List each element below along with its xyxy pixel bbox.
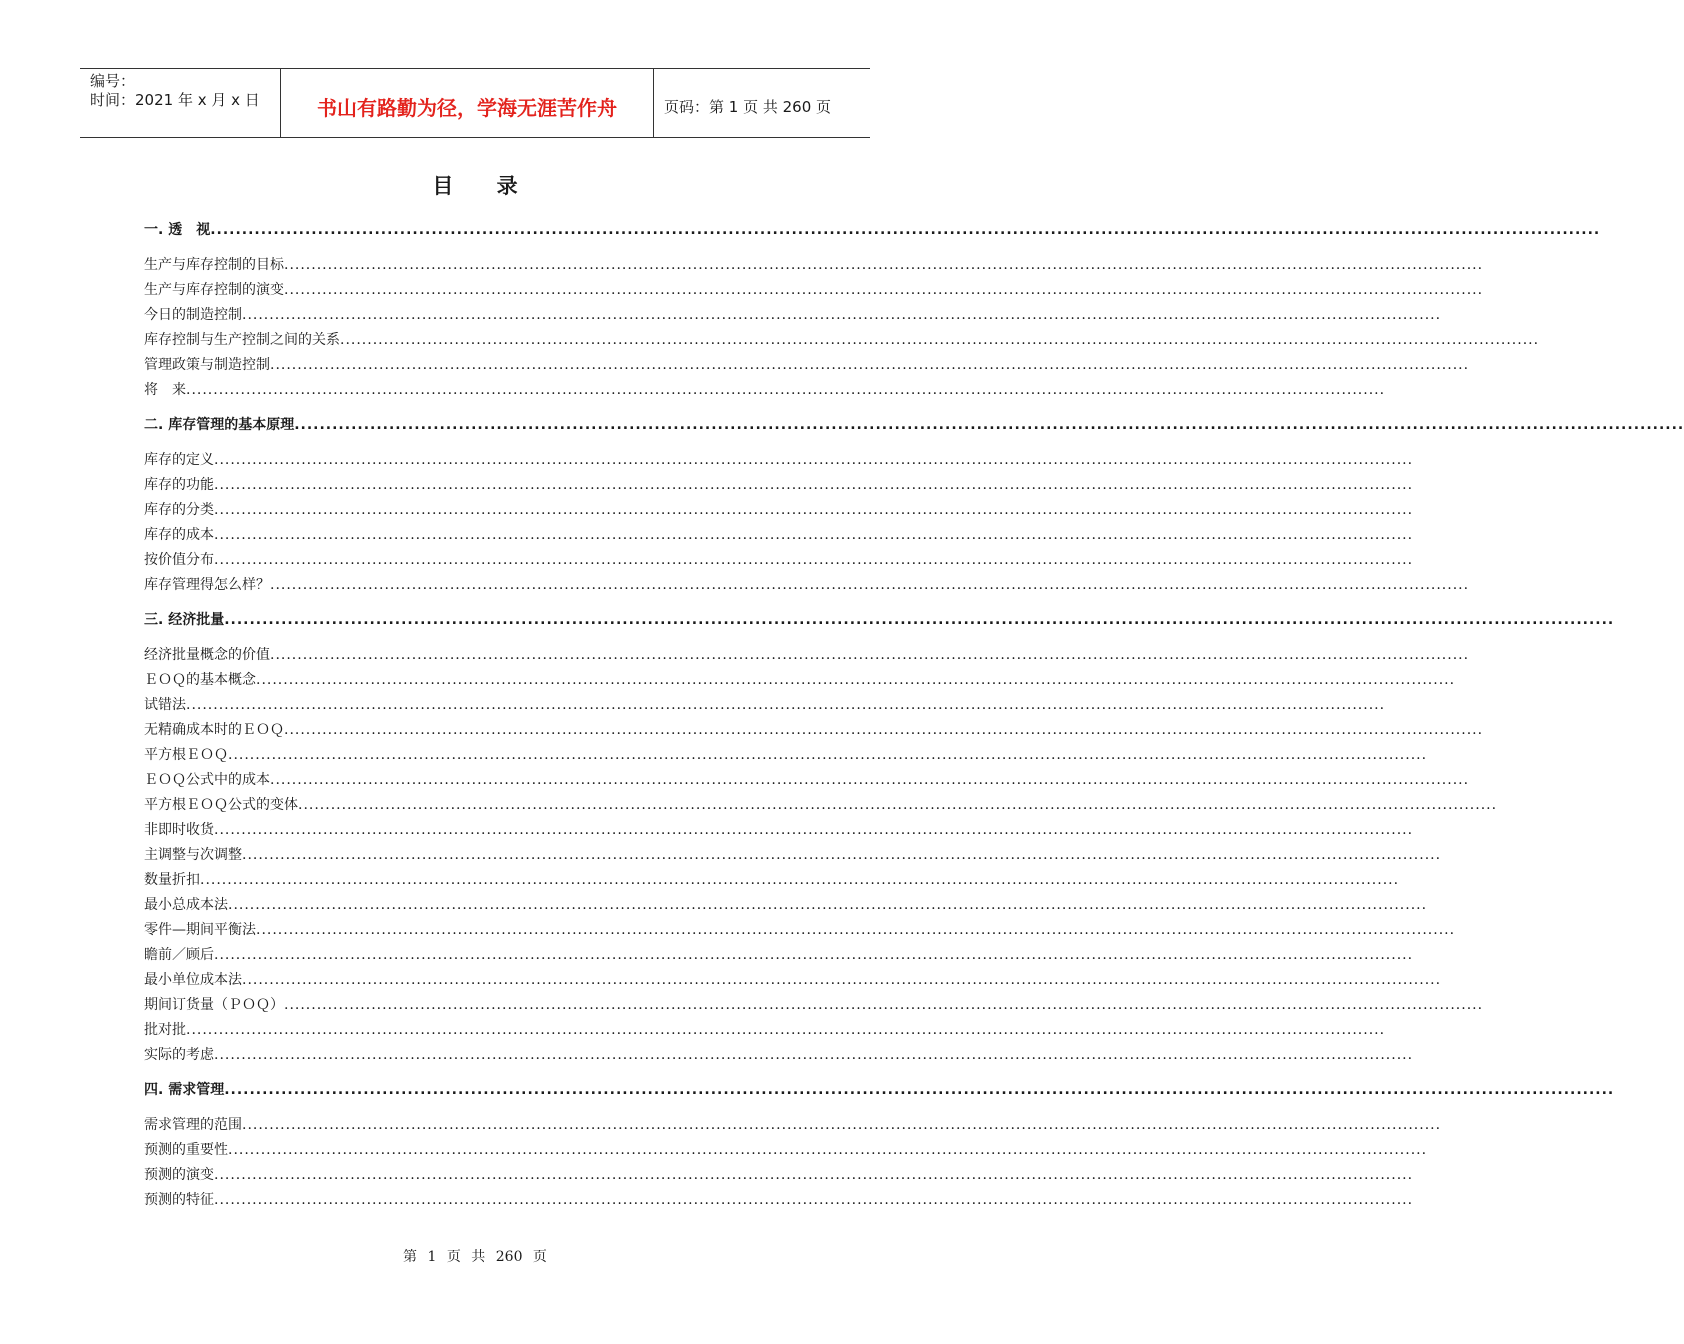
toc-entry[interactable]: [144, 768, 1470, 793]
toc-entry-title: 预测的演变: [144, 1167, 214, 1183]
toc-entry[interactable]: [144, 643, 1470, 668]
toc-entry[interactable]: [144, 378, 1386, 403]
dot-leader: ............................................................................................................................................................................................................................: [228, 897, 1428, 913]
dot-leader: ............................................................................................................................................................................................................................: [186, 1022, 1386, 1038]
dot-leader: ............................................................................................................................................................................................................................: [270, 357, 1470, 373]
toc-entry-title: 平方根ＥＯＱ公式的变体: [144, 797, 298, 813]
toc-entry[interactable]: [144, 868, 1400, 893]
toc-section-heading[interactable]: [144, 413, 1684, 438]
toc-entry[interactable]: [144, 1188, 1414, 1213]
dot-leader: ............................................................................................................................................................................................................................: [284, 997, 1484, 1013]
toc-entry-title: 无精确成本时的ＥＯＱ: [144, 722, 284, 738]
document-header: [80, 68, 870, 138]
toc-entry[interactable]: [144, 328, 1540, 353]
toc-entry-title: 按价值分布: [144, 552, 214, 568]
dot-leader: ............................................................................................................................................................................................................................: [284, 722, 1484, 738]
dot-leader: ............................................................................................................................................................................................................................: [214, 947, 1414, 963]
toc-entry-title: 生产与库存控制的演变: [144, 282, 284, 298]
dot-leader: ............................................................................................................................................................................................................................: [214, 452, 1414, 468]
number-label: 编号：: [90, 72, 136, 90]
dot-leader: ............................................................................................................................................................................................................................: [298, 797, 1498, 813]
table-of-contents: [144, 218, 1684, 1223]
dot-leader: ............................................................................................................................................................................................................................: [214, 552, 1414, 568]
dot-leader: ............................................................................................................................................................................................................................: [242, 307, 1442, 323]
toc-entry-title: 库存的功能: [144, 477, 214, 493]
toc-entry-title: 生产与库存控制的目标: [144, 257, 284, 273]
dot-leader: ............................................................................................................................................................................................................................: [284, 257, 1484, 273]
toc-entry-title: 管理政策与制造控制: [144, 357, 270, 373]
dot-leader: ............................................................................................................................................................................................................................: [242, 1117, 1442, 1133]
toc-entry[interactable]: [144, 473, 1414, 498]
toc-section-heading[interactable]: [144, 608, 1615, 633]
toc-entry[interactable]: [144, 943, 1414, 968]
toc-entry-title: 数量折扣: [144, 872, 200, 888]
toc-entry[interactable]: [144, 303, 1442, 328]
toc-entry[interactable]: [144, 523, 1414, 548]
dot-leader: ............................................................................................................................................................................................................................: [256, 672, 1456, 688]
toc-entry-title: 非即时收货: [144, 822, 214, 838]
toc-entry-title: ＥＯＱ公式中的成本: [144, 772, 270, 788]
toc-entry[interactable]: [144, 1018, 1386, 1043]
toc-entry-title: 预测的重要性: [144, 1142, 228, 1158]
toc-entry-title: 最小总成本法: [144, 897, 228, 913]
dot-leader: ............................................................................................................................................................................................................................: [200, 872, 1400, 888]
page-title: 目 录: [432, 173, 536, 198]
dot-leader: ............................................................................................................................................................................................................................: [210, 222, 1601, 238]
page-footer: 第 1 页 共 260 页: [403, 1249, 547, 1265]
toc-entry[interactable]: [144, 1138, 1428, 1163]
toc-entry[interactable]: [144, 793, 1498, 818]
toc-entry[interactable]: [144, 818, 1414, 843]
toc-section-title: 一. 透 视: [144, 222, 211, 238]
dot-leader: ............................................................................................................................................................................................................................: [214, 822, 1414, 838]
toc-section-heading[interactable]: [144, 1078, 1615, 1103]
dot-leader: ............................................................................................................................................................................................................................: [214, 1167, 1414, 1183]
toc-entry[interactable]: [144, 1043, 1414, 1068]
toc-section-heading[interactable]: [144, 218, 1601, 243]
dot-leader: ............................................................................................................................................................................................................................: [284, 282, 1484, 298]
toc-entry-title: 需求管理的范围: [144, 1117, 242, 1133]
toc-entry-title: ＥＯＱ的基本概念: [144, 672, 256, 688]
toc-entry[interactable]: [144, 718, 1484, 743]
dot-leader: ............................................................................................................................................................................................................................: [224, 612, 1615, 628]
toc-section-title: 四. 需求管理: [144, 1082, 225, 1098]
dot-leader: ............................................................................................................................................................................................................................: [214, 502, 1414, 518]
toc-entry-title: 试错法: [144, 697, 186, 713]
toc-section-title: 三. 经济批量: [144, 612, 225, 628]
header-left-cell: [80, 69, 281, 137]
toc-entry[interactable]: [144, 968, 1442, 993]
toc-entry-title: 瞻前／顾后: [144, 947, 214, 963]
toc-entry-title: 库存控制与生产控制之间的关系: [144, 332, 340, 348]
dot-leader: ............................................................................................................................................................................................................................: [228, 1142, 1428, 1158]
toc-entry[interactable]: [144, 993, 1484, 1018]
toc-entry-title: 批对批: [144, 1022, 186, 1038]
dot-leader: ............................................................................................................................................................................................................................: [186, 697, 1386, 713]
toc-entry[interactable]: [144, 353, 1470, 378]
toc-entry-title: 库存的成本: [144, 527, 214, 543]
toc-entry[interactable]: [144, 548, 1414, 573]
dot-leader: ............................................................................................................................................................................................................................: [214, 477, 1414, 493]
toc-entry-title: 经济批量概念的价值: [144, 647, 270, 663]
dot-leader: ............................................................................................................................................................................................................................: [294, 417, 1684, 433]
toc-entry[interactable]: [144, 743, 1428, 768]
toc-entry[interactable]: [144, 843, 1442, 868]
dot-leader: ............................................................................................................................................................................................................................: [270, 772, 1470, 788]
dot-leader: ............................................................................................................................................................................................................................: [214, 1192, 1414, 1208]
toc-entry-title: 最小单位成本法: [144, 972, 242, 988]
dot-leader: ............................................................................................................................................................................................................................: [270, 647, 1470, 663]
toc-entry[interactable]: [144, 573, 1470, 598]
dot-leader: ............................................................................................................................................................................................................................: [242, 847, 1442, 863]
dot-leader: ............................................................................................................................................................................................................................: [228, 747, 1428, 763]
toc-entry-title: 预测的特征: [144, 1192, 214, 1208]
toc-entry[interactable]: [144, 498, 1414, 523]
toc-entry-title: 库存的定义: [144, 452, 214, 468]
toc-entry[interactable]: [144, 668, 1456, 693]
toc-section-title: 二. 库存管理的基本原理: [144, 417, 295, 433]
toc-entry[interactable]: [144, 693, 1386, 718]
dot-leader: ............................................................................................................................................................................................................................: [270, 577, 1470, 593]
toc-entry-title: 库存管理得怎么样？: [144, 577, 270, 593]
page-info: 页码：第 1 页 共 260 页: [664, 97, 832, 116]
toc-entry-title: 库存的分类: [144, 502, 214, 518]
toc-entry[interactable]: [144, 893, 1428, 918]
toc-entry[interactable]: [144, 1163, 1414, 1188]
toc-entry[interactable]: [144, 278, 1484, 303]
toc-entry-title: 主调整与次调整: [144, 847, 242, 863]
toc-entry[interactable]: [144, 253, 1484, 278]
dot-leader: ............................................................................................................................................................................................................................: [214, 1047, 1414, 1063]
dot-leader: ............................................................................................................................................................................................................................: [214, 527, 1414, 543]
toc-entry-title: 今日的制造控制: [144, 307, 242, 323]
dot-leader: ............................................................................................................................................................................................................................: [256, 922, 1456, 938]
dot-leader: ............................................................................................................................................................................................................................: [224, 1082, 1615, 1098]
dot-leader: ............................................................................................................................................................................................................................: [340, 332, 1540, 348]
toc-entry[interactable]: [144, 1113, 1442, 1138]
dot-leader: ............................................................................................................................................................................................................................: [242, 972, 1442, 988]
toc-entry[interactable]: [144, 448, 1414, 473]
motto: 书山有路勤为径，学海无涯苦作舟: [281, 69, 654, 137]
dot-leader: ............................................................................................................................................................................................................................: [186, 382, 1386, 398]
toc-entry-title: 实际的考虑: [144, 1047, 214, 1063]
toc-entry-title: 平方根ＥＯＱ: [144, 747, 228, 763]
toc-entry[interactable]: [144, 918, 1456, 943]
toc-entry-title: 期间订货量（ＰＯＱ）: [144, 997, 284, 1013]
date-label: 时间：2021 年 x 月 x 日: [90, 91, 260, 109]
toc-entry-title: 零件—期间平衡法: [144, 922, 256, 938]
toc-entry-title: 将 来: [144, 382, 186, 398]
